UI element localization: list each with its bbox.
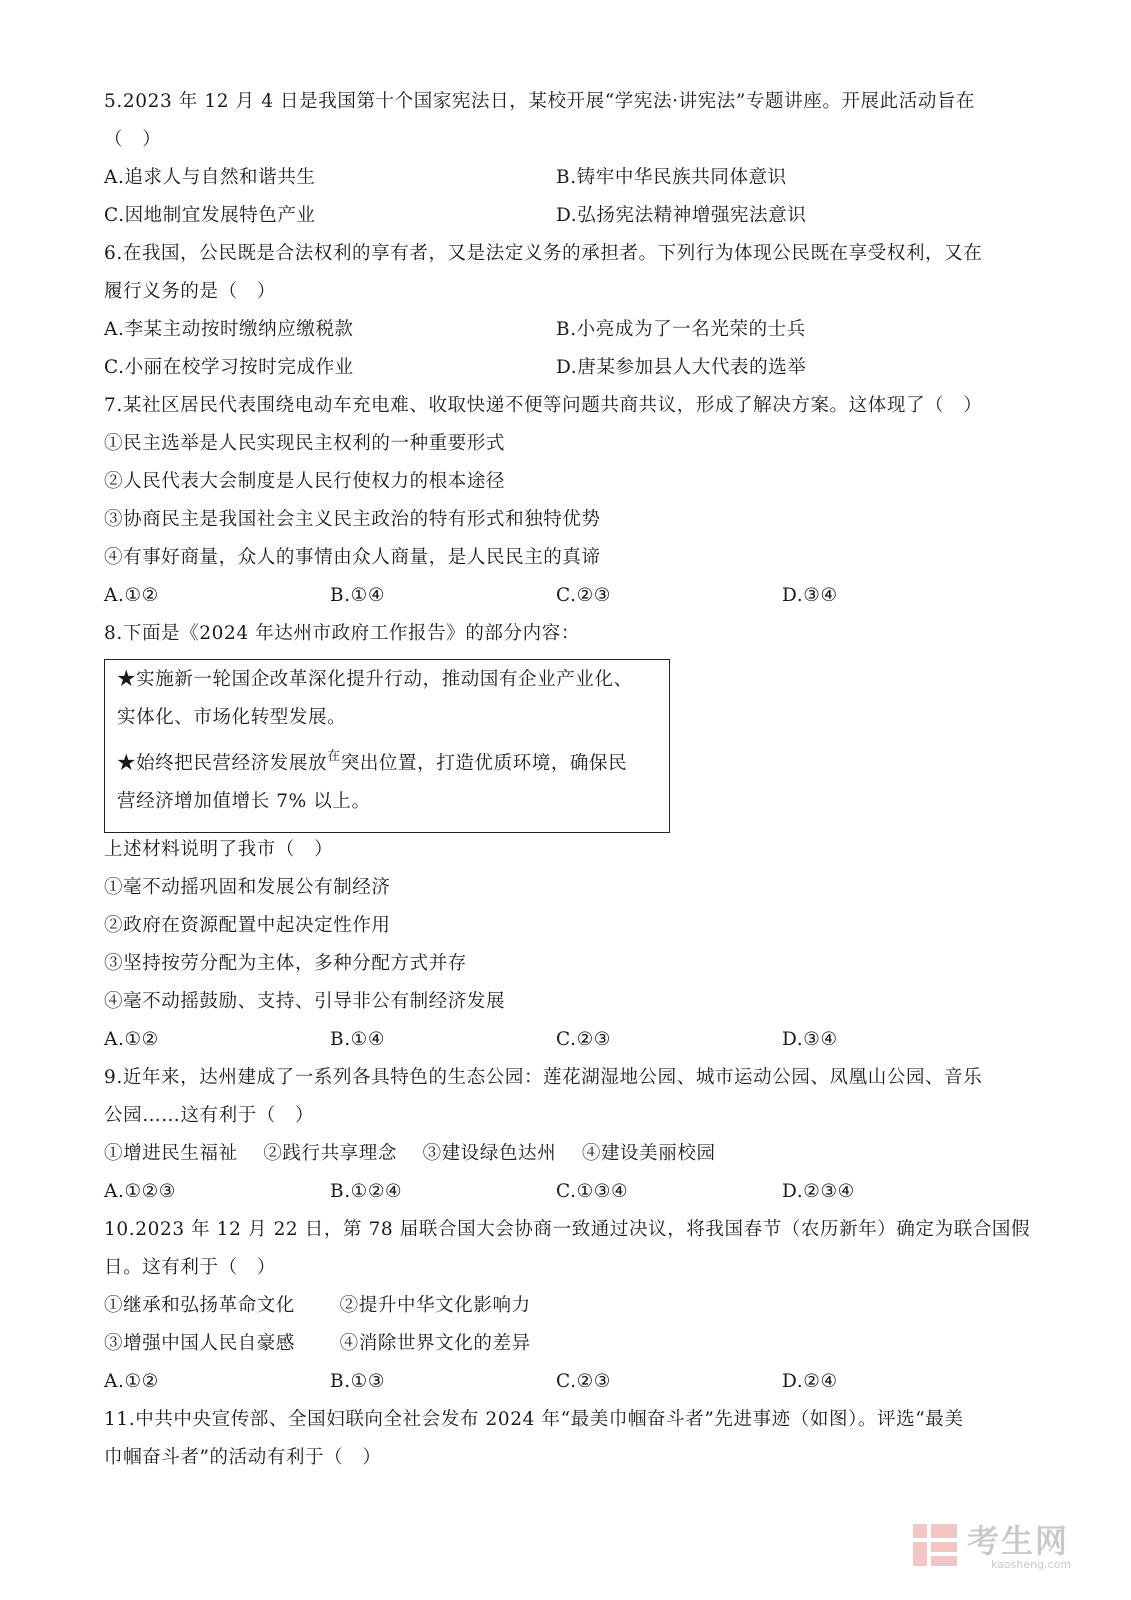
q8-option-b: B.①④ bbox=[330, 1029, 386, 1050]
watermark-text: 考生网 bbox=[967, 1522, 1070, 1560]
q8-box-line1: ★实施新一轮国企改革深化提升行动，推动国有企业产业化、 bbox=[117, 669, 633, 690]
q9-option-d: D.②③④ bbox=[782, 1181, 855, 1202]
q8-item-3: ③坚持按劳分配为主体，多种分配方式并存 bbox=[104, 953, 467, 974]
q5-option-a: A.追求人与自然和谐共生 bbox=[104, 167, 316, 188]
q8-option-c: C.②③ bbox=[556, 1029, 611, 1050]
q5-option-c: C.因地制宜发展特色产业 bbox=[104, 205, 316, 226]
q8-box-line3-sup: 在 bbox=[327, 749, 341, 764]
q7-stem: 7.某社区居民代表围绕电动车充电难、收取快递不便等问题共商共议，形成了解决方案。这体现了（ ） bbox=[104, 395, 983, 416]
q9-option-c: C.①③④ bbox=[556, 1181, 629, 1202]
q7-option-d: D.③④ bbox=[782, 585, 838, 606]
q7-item-3: ③协商民主是我国社会主义民主政治的特有形式和独特优势 bbox=[104, 509, 601, 530]
q5-stem-line2: （ ） bbox=[104, 129, 162, 150]
kaosheng-logo-icon bbox=[911, 1520, 961, 1570]
q9-option-a: A.①②③ bbox=[104, 1181, 176, 1202]
watermark-url: kaosheng.com bbox=[991, 1558, 1072, 1571]
q7-item-1: ①民主选举是人民实现民主权利的一种重要形式 bbox=[104, 433, 506, 454]
kaosheng-watermark bbox=[911, 1514, 1091, 1578]
q8-item-4: ④毫不动摇鼓励、支持、引导非公有制经济发展 bbox=[104, 991, 506, 1012]
q7-item-2: ②人民代表大会制度是人民行使权力的根本途径 bbox=[104, 471, 506, 492]
q9-stem-line2: 公园……这有利于（ ） bbox=[104, 1105, 315, 1126]
q9-stem-line1: 9.近年来，达州建成了一系列各具特色的生态公园：莲花湖湿地公园、城市运动公园、凤凰山公园、音乐 bbox=[104, 1067, 983, 1088]
q7-option-a: A.①② bbox=[104, 585, 159, 606]
q7-option-c: C.②③ bbox=[556, 585, 611, 606]
q5-stem-line1: 5.2023 年 12 月 4 日是我国第十个国家宪法日，某校开展“学宪法·讲宪法”专题讲座。开展此活动旨在 bbox=[104, 91, 976, 112]
q8-box-line3-post: 突出位置，打造优质环境，确保民 bbox=[340, 753, 628, 774]
q6-option-b: B.小亮成为了一名光荣的士兵 bbox=[556, 319, 806, 340]
q11-stem-line2: 巾帼奋斗者”的活动有利于（ ） bbox=[104, 1447, 382, 1468]
q10-option-a: A.①② bbox=[104, 1371, 159, 1392]
q8-item-2: ②政府在资源配置中起决定性作用 bbox=[104, 915, 391, 936]
q10-option-c: C.②③ bbox=[556, 1371, 611, 1392]
q6-option-c: C.小丽在校学习按时完成作业 bbox=[104, 357, 354, 378]
q7-option-b: B.①④ bbox=[330, 585, 386, 606]
q8-box-line2: 实体化、市场化转型发展。 bbox=[117, 707, 347, 728]
q7-item-4: ④有事好商量，众人的事情由众人商量，是人民民主的真谛 bbox=[104, 547, 601, 568]
q8-material-box bbox=[104, 659, 670, 833]
q10-stem-line1: 10.2023 年 12 月 22 日，第 78 届联合国大会协商一致通过决议，将我国春节（农历新年）确定为联合国假 bbox=[104, 1219, 1031, 1240]
q8-option-d: D.③④ bbox=[782, 1029, 838, 1050]
q10-option-d: D.②④ bbox=[782, 1371, 838, 1392]
q10-option-b: B.①③ bbox=[330, 1371, 386, 1392]
q10-items-line2: ③增强中国人民自豪感 ④消除世界文化的差异 bbox=[104, 1333, 531, 1354]
q8-box-line3 bbox=[117, 749, 628, 778]
q11-stem-line1: 11.中共中央宣传部、全国妇联向全社会发布 2024 年“最美巾帼奋斗者”先进事迹（如图）。评选“最美 bbox=[104, 1409, 964, 1430]
q6-stem-line1: 6.在我国，公民既是合法权利的享有者，又是法定义务的承担者。下列行为体现公民既在享受权利，又在 bbox=[104, 243, 983, 264]
q6-option-d: D.唐某参加县人大代表的选举 bbox=[556, 357, 807, 378]
q9-option-b: B.①②④ bbox=[330, 1181, 403, 1202]
q5-option-d: D.弘扬宪法精神增强宪法意识 bbox=[556, 205, 807, 226]
q8-question: 上述材料说明了我市（ ） bbox=[104, 839, 334, 860]
q8-box-line3-pre: ★始终把民营经济发展放 bbox=[117, 753, 328, 774]
q5-option-b: B.铸牢中华民族共同体意识 bbox=[556, 167, 787, 188]
q9-items: ①增进民生福祉 ②践行共享理念 ③建设绿色达州 ④建设美丽校园 bbox=[104, 1143, 716, 1164]
q8-item-1: ①毫不动摇巩固和发展公有制经济 bbox=[104, 877, 391, 898]
q10-stem-line2: 日。这有利于（ ） bbox=[104, 1257, 276, 1278]
q8-stem: 8.下面是《2024 年达州市政府工作报告》的部分内容： bbox=[104, 623, 580, 644]
q10-items-line1: ①继承和弘扬革命文化 ②提升中华文化影响力 bbox=[104, 1295, 531, 1316]
q6-option-a: A.李某主动按时缴纳应缴税款 bbox=[104, 319, 354, 340]
q8-box-line4: 营经济增加值增长 7% 以上。 bbox=[117, 791, 371, 812]
q6-stem-line2: 履行义务的是（ ） bbox=[104, 281, 276, 302]
q8-option-a: A.①② bbox=[104, 1029, 159, 1050]
